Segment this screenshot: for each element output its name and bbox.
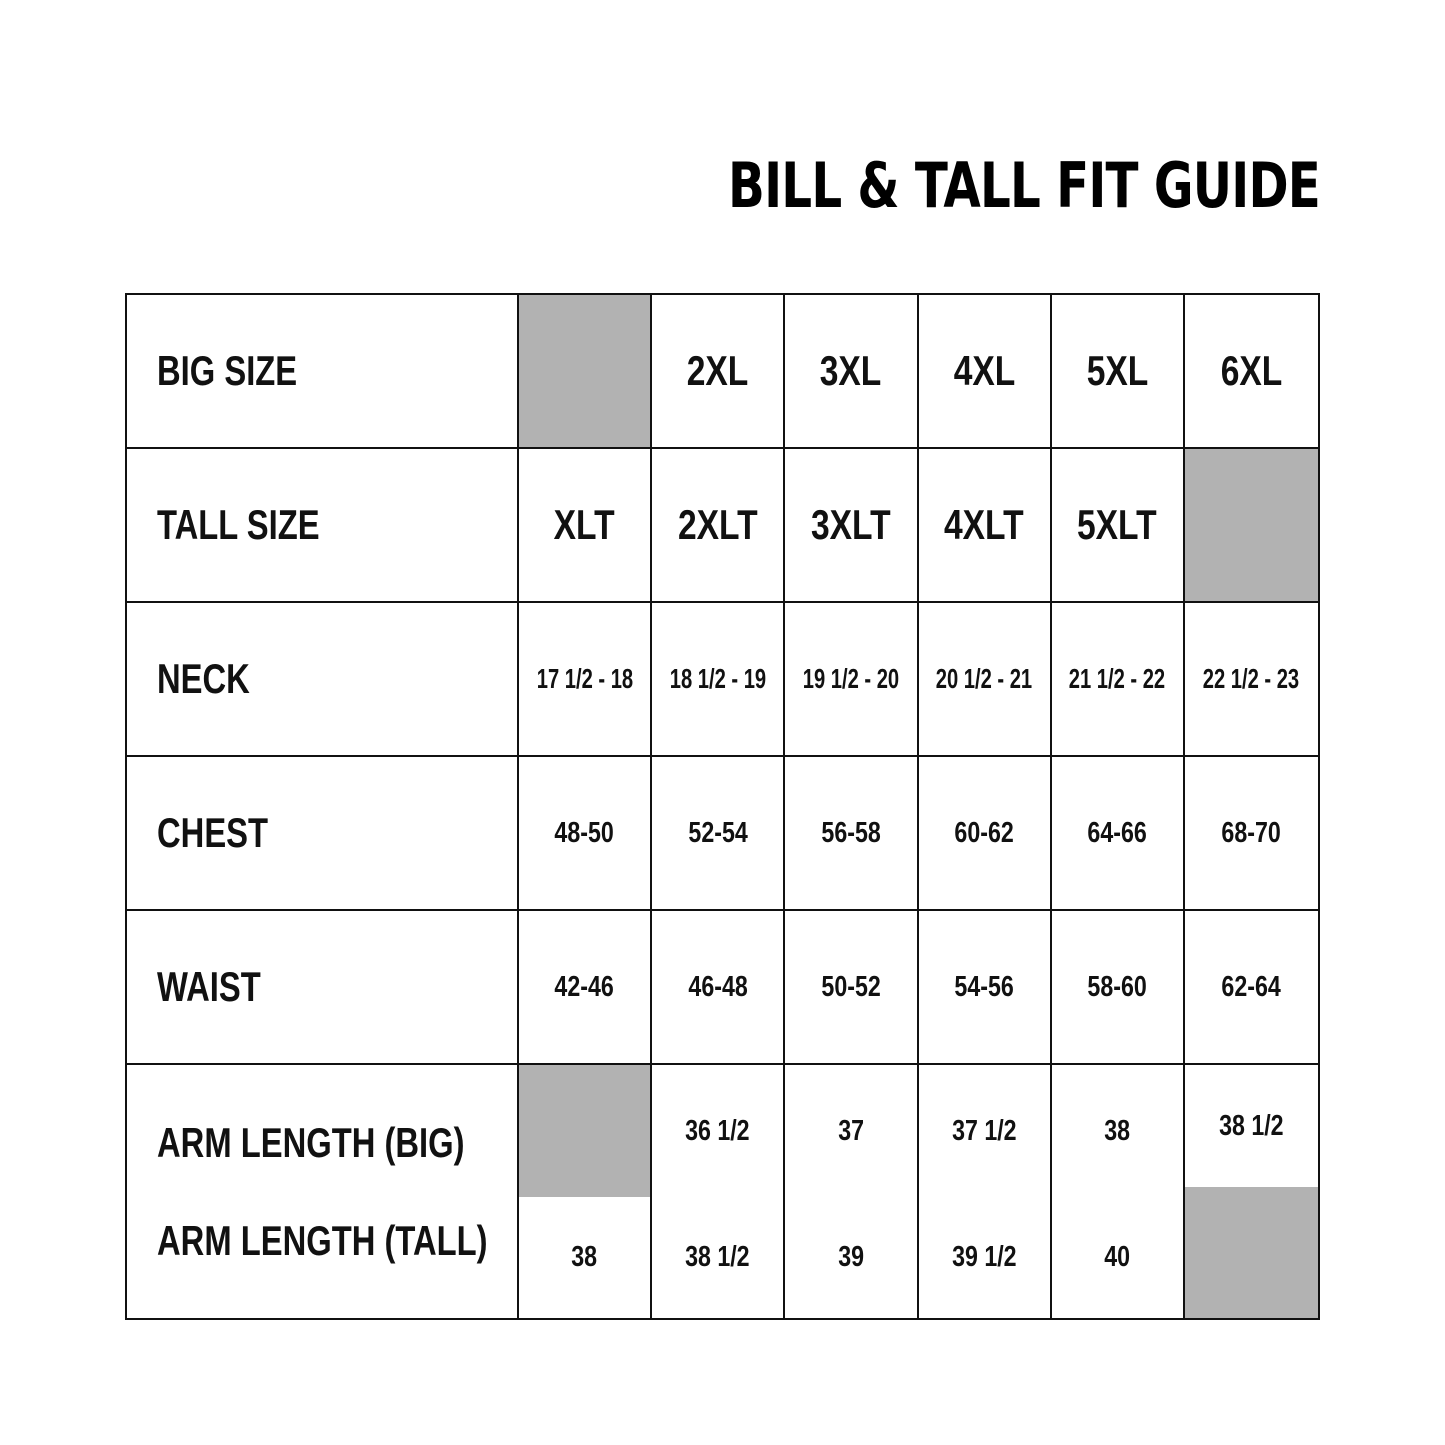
cell-text: 40 (1104, 1241, 1131, 1273)
waist-cell (1185, 911, 1318, 1065)
big-size-cell (919, 295, 1052, 449)
empty-cell (519, 295, 652, 449)
fit-guide-table (125, 293, 1320, 1320)
row-label-text: NECK (157, 655, 250, 702)
cell-text: 46-48 (688, 970, 748, 1003)
big-size-cell (1052, 295, 1185, 449)
chest-cell (519, 757, 652, 911)
cell-text: 38 (1104, 1114, 1131, 1147)
cell-text: 5XLT (1077, 501, 1158, 548)
arm-length-tall-value (1052, 1197, 1183, 1318)
arm-length-big-value (785, 1065, 916, 1197)
cell-text: 62-64 (1221, 970, 1282, 1003)
chest-cell (1185, 757, 1318, 911)
cell-text: 54-56 (954, 970, 1014, 1003)
cell-text: 38 (571, 1241, 598, 1273)
arm-length-big-value (1185, 1065, 1318, 1187)
row-label-text: TALL SIZE (157, 501, 320, 548)
cell-text: 17 1/2 - 18 (536, 663, 633, 694)
tall-size-cell (919, 449, 1052, 603)
chest-cell (652, 757, 785, 911)
cell-text: 5XL (1086, 347, 1149, 394)
tall-size-cell (519, 449, 652, 603)
cell-text: 64-66 (1087, 816, 1147, 849)
arm-length-cell (785, 1065, 918, 1318)
arm-length-cell (1052, 1065, 1185, 1318)
cell-text: 4XL (953, 347, 1015, 394)
arm-length-tall-value (519, 1197, 650, 1318)
cell-text: 68-70 (1221, 816, 1282, 849)
waist-cell (919, 911, 1052, 1065)
cell-text: 38 1/2 (685, 1241, 750, 1273)
waist-cell (519, 911, 652, 1065)
empty-cell (519, 1065, 650, 1197)
row-label-arm-length (127, 1065, 519, 1318)
cell-text: 42-46 (554, 970, 615, 1003)
cell-text: 2XLT (677, 501, 758, 548)
cell-text: 50-52 (821, 970, 881, 1003)
big-size-cell (652, 295, 785, 449)
cell-text: 56-58 (821, 816, 881, 849)
cell-text: 22 1/2 - 23 (1203, 663, 1300, 694)
arm-length-tall-value (919, 1197, 1050, 1318)
tall-size-cell (652, 449, 785, 603)
cell-text: 18 1/2 - 19 (669, 663, 766, 694)
arm-length-big-label: ARM LENGTH (BIG) (157, 1118, 465, 1166)
tall-size-cell (1052, 449, 1185, 603)
cell-text: 37 (838, 1114, 864, 1147)
cell-text: 37 1/2 (951, 1114, 1017, 1147)
arm-length-tall-value (652, 1197, 783, 1318)
cell-text: 58-60 (1087, 970, 1147, 1003)
waist-cell (652, 911, 785, 1065)
neck-cell (519, 603, 652, 757)
row-label-tall-size (127, 449, 519, 603)
arm-length-big-value (919, 1065, 1050, 1197)
arm-length-cell (1185, 1065, 1318, 1318)
cell-text: 48-50 (554, 816, 615, 849)
arm-length-tall-label: ARM LENGTH (TALL) (157, 1216, 488, 1264)
empty-cell (1185, 1187, 1318, 1318)
row-label-big-size (127, 295, 519, 449)
cell-text: 60-62 (954, 816, 1014, 849)
arm-length-cell (652, 1065, 785, 1318)
chest-cell (919, 757, 1052, 911)
tall-size-cell (785, 449, 918, 603)
chest-cell (1052, 757, 1185, 911)
row-label-neck (127, 603, 519, 757)
cell-text: 36 1/2 (685, 1114, 750, 1147)
cell-text: 3XLT (811, 501, 891, 548)
arm-length-big-value (1052, 1065, 1183, 1197)
cell-text: 20 1/2 - 21 (935, 663, 1033, 694)
neck-cell (1052, 603, 1185, 757)
cell-text: XLT (554, 501, 616, 548)
cell-text: 2XL (686, 347, 749, 394)
cell-text: 39 1/2 (951, 1241, 1017, 1273)
page-title: BILL & TALL FIT GUIDE (727, 149, 1320, 222)
arm-length-cell (519, 1065, 652, 1318)
neck-cell (1185, 603, 1318, 757)
neck-cell (785, 603, 918, 757)
empty-cell (1185, 449, 1318, 603)
waist-cell (1052, 911, 1185, 1065)
cell-text: 4XLT (944, 501, 1024, 548)
cell-text: 39 (838, 1241, 864, 1273)
neck-cell (919, 603, 1052, 757)
neck-cell (652, 603, 785, 757)
cell-text: 38 1/2 (1219, 1109, 1284, 1142)
arm-length-tall-value (785, 1197, 916, 1318)
row-label-text: BIG SIZE (157, 347, 298, 394)
big-size-cell (785, 295, 918, 449)
row-label-text: CHEST (157, 809, 269, 856)
chest-cell (785, 757, 918, 911)
cell-text: 19 1/2 - 20 (802, 663, 900, 694)
arm-length-big-value (652, 1065, 783, 1197)
waist-cell (785, 911, 918, 1065)
row-label-text: WAIST (157, 963, 261, 1010)
arm-length-cell (919, 1065, 1052, 1318)
cell-text: 52-54 (688, 816, 748, 849)
cell-text: 21 1/2 - 22 (1069, 663, 1166, 694)
cell-text: 3XL (820, 347, 882, 394)
row-label-waist (127, 911, 519, 1065)
big-size-cell (1185, 295, 1318, 449)
row-label-chest (127, 757, 519, 911)
cell-text: 6XL (1220, 347, 1283, 394)
